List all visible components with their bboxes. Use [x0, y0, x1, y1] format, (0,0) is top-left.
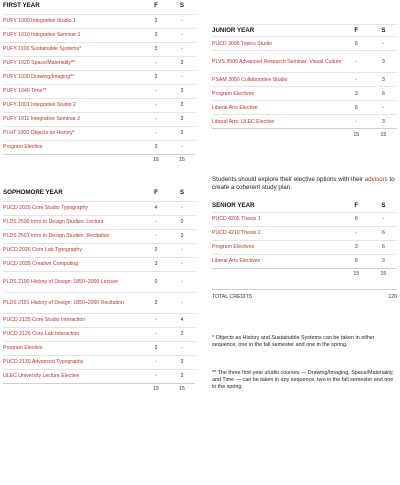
- spring-credits: 3: [370, 254, 397, 268]
- sophomore-year-rows: [3, 201, 195, 383]
- table-row: [3, 369, 195, 383]
- sophomore-year-total-s: 15: [169, 383, 195, 395]
- table-row: [3, 243, 195, 257]
- fall-credits: 6: [343, 37, 370, 51]
- spring-credits: 0: [169, 215, 195, 229]
- junior-year-header: [212, 25, 397, 37]
- spring-credits: 3: [169, 126, 195, 140]
- spring-credits: -: [169, 140, 195, 154]
- spring-credits: -: [169, 70, 195, 84]
- course-link[interactable]: PUCD 2035 Creative Computing: [3, 257, 143, 271]
- fall-credits: 3: [343, 240, 370, 254]
- sophomore-year-col-s: S: [179, 189, 185, 196]
- senior-column: [212, 200, 397, 304]
- junior-year-col-f: F: [343, 25, 370, 37]
- table-row: [3, 112, 195, 126]
- total-credits-value: 120: [362, 290, 397, 304]
- fall-credits: 4: [143, 201, 169, 215]
- junior-year-col-s: S: [370, 25, 397, 37]
- fall-credits: -: [143, 369, 169, 383]
- table-row: [212, 37, 397, 51]
- fall-credits: 3: [343, 87, 370, 101]
- first-year-header: [3, 3, 195, 14]
- spring-credits: 3: [169, 98, 195, 112]
- table-row: [212, 87, 397, 101]
- advisors-link[interactable]: advisors: [364, 176, 388, 183]
- senior-year-total-f: 15: [343, 268, 370, 280]
- fall-credits: -: [143, 215, 169, 229]
- fall-credits: 3: [143, 14, 169, 28]
- fall-credits: 0: [143, 271, 169, 292]
- sophomore-year-header: [3, 190, 195, 201]
- table-row: [212, 226, 397, 240]
- first-year-col-s: S: [179, 2, 185, 9]
- table-row: [3, 126, 195, 140]
- fall-credits: 3: [143, 257, 169, 271]
- senior-year-col-f: F: [354, 201, 359, 209]
- first-year-rows: [3, 14, 195, 154]
- spring-credits: 3: [169, 56, 195, 70]
- senior-year-total-s: 15: [370, 268, 397, 280]
- spring-credits: -: [370, 101, 397, 115]
- course-link[interactable]: Program Electives: [212, 87, 343, 101]
- fall-credits: 6: [343, 254, 370, 268]
- senior-year-total-row: [212, 268, 397, 280]
- table-row: [3, 140, 195, 154]
- table-row: [3, 14, 195, 28]
- junior-year-total-row: [212, 129, 397, 141]
- fall-credits: 3: [143, 140, 169, 154]
- course-link[interactable]: PUFY 1011 Integrative Seminar 2: [3, 112, 143, 126]
- table-row: [3, 215, 195, 229]
- table-row: [212, 73, 397, 87]
- course-link[interactable]: PUCD 2126 Core Lab Interaction: [3, 327, 143, 341]
- spring-credits: 3: [169, 355, 195, 369]
- table-row: [3, 257, 195, 271]
- course-link[interactable]: PLDS 2501 Intro to Design Studies: Recitation: [3, 229, 143, 243]
- table-row: [3, 313, 195, 327]
- table-row: [212, 240, 397, 254]
- total-credits-row: [212, 290, 397, 304]
- fall-credits: -: [143, 112, 169, 126]
- fall-credits: -: [143, 229, 169, 243]
- fall-credits: -: [343, 226, 370, 240]
- sophomore-year-col-f: F: [154, 189, 158, 196]
- course-link[interactable]: PUCD 2026 Core Lab Typography: [3, 243, 143, 257]
- course-link[interactable]: PUCD 2130 Advanced Typography: [3, 355, 143, 369]
- table-row: [3, 56, 195, 70]
- fall-credits: -: [143, 84, 169, 98]
- course-link[interactable]: PUFY 1040 Time**: [3, 84, 143, 98]
- sophomore-year-title: SOPHOMORE YEAR: [3, 189, 63, 196]
- spring-credits: -: [370, 37, 397, 51]
- course-link[interactable]: Program Electives: [212, 240, 343, 254]
- spring-credits: -: [169, 257, 195, 271]
- fall-credits: 6: [343, 212, 370, 226]
- junior-year-title: JUNIOR YEAR: [212, 25, 343, 37]
- table-row: [3, 271, 195, 292]
- course-link[interactable]: PUCD 4205 Thesis 1: [212, 212, 343, 226]
- spring-credits: 3: [370, 51, 397, 73]
- total-credits-table: [212, 289, 397, 304]
- course-link[interactable]: PUFY 1001 Integrative Studio 2: [3, 98, 143, 112]
- total-credits-label: TOTAL CREDITS: [212, 290, 362, 304]
- fall-credits: 3: [143, 70, 169, 84]
- course-link[interactable]: PLDS 2500 Intro to Design Studies: Lecture: [3, 215, 143, 229]
- table-row: [3, 70, 195, 84]
- fall-credits: -: [143, 126, 169, 140]
- junior-year-table: [212, 24, 397, 141]
- table-row: [3, 28, 195, 42]
- table-row: [212, 115, 397, 129]
- first-year-title: FIRST YEAR: [3, 2, 40, 9]
- senior-year-table: [212, 200, 397, 280]
- course-link[interactable]: PLVS 3500 Advanced Research Seminar: Visual Culture: [212, 51, 343, 73]
- spring-credits: 6: [370, 240, 397, 254]
- table-row: [3, 201, 195, 215]
- senior-year-col-s: S: [381, 201, 386, 209]
- spring-credits: 3: [169, 84, 195, 98]
- course-link[interactable]: PUFY 1030 Drawing/Imaging**: [3, 70, 143, 84]
- spring-credits: 3: [370, 73, 397, 87]
- spring-credits: -: [169, 201, 195, 215]
- fall-credits: 3: [143, 28, 169, 42]
- course-link[interactable]: PUFY 1010 Integrative Seminar 1: [3, 28, 143, 42]
- table-row: [212, 212, 397, 226]
- fall-credits: 3: [143, 341, 169, 355]
- table-row: [212, 101, 397, 115]
- course-link[interactable]: PUFY 1020 Space/Materiality**: [3, 56, 143, 70]
- course-link[interactable]: PUCD 2025 Core Studio Typography: [3, 201, 143, 215]
- senior-year-header: [212, 200, 397, 212]
- course-link[interactable]: PUFY 1100 Sustainable Systems*: [3, 42, 143, 56]
- fall-credits: -: [343, 73, 370, 87]
- course-link[interactable]: Program Elective: [3, 341, 143, 355]
- course-link[interactable]: PLDS 2190 History of Design: 1850–2000 Lecture: [3, 271, 143, 292]
- course-link[interactable]: Program Elective: [3, 140, 143, 154]
- course-link[interactable]: PUFY 1000 Integrative Studio 1: [3, 14, 143, 28]
- fall-credits: -: [143, 355, 169, 369]
- table-row: [3, 42, 195, 56]
- first-year-total-f: 15: [143, 154, 169, 166]
- spring-credits: 3: [169, 369, 195, 383]
- footnote-single-asterisk: * Objects as History and Sustainable Systems can be taken in either sequence, one in the fall semester and one in the spring.: [212, 335, 375, 348]
- fall-credits: -: [143, 313, 169, 327]
- spring-credits: -: [169, 243, 195, 257]
- fall-credits: 3: [143, 292, 169, 313]
- spring-credits: 3: [169, 229, 195, 243]
- course-link[interactable]: PUCD 2125 Core Studio Interaction: [3, 313, 143, 327]
- fall-credits: -: [143, 327, 169, 341]
- fall-credits: -: [343, 115, 370, 129]
- first-year-total-s: 15: [169, 154, 195, 166]
- fall-credits: -: [143, 98, 169, 112]
- table-row: [212, 51, 397, 73]
- senior-year-rows: [212, 212, 397, 268]
- course-link[interactable]: PLHT 1000 Objects as History*: [3, 126, 143, 140]
- spring-credits: -: [169, 292, 195, 313]
- sophomore-year-total-row: [3, 383, 195, 395]
- footnote-double-asterisk: ** The three first-year studio courses — Drawing/Imaging, Space/Materiality, and Time — can be taken in any sequence, two in the fall semester and one in the spring.: [212, 370, 394, 390]
- course-link[interactable]: Liberal Arts: ULEC Elective: [212, 115, 343, 129]
- spring-credits: 6: [370, 87, 397, 101]
- spring-credits: 6: [370, 226, 397, 240]
- advisors-note: Students should explore their elective options with their advisors to create a coherent study plan.: [212, 176, 395, 191]
- junior-year-total-f: 15: [343, 129, 370, 141]
- table-row: [3, 292, 195, 313]
- first-year-col-f: F: [154, 2, 158, 9]
- sophomore-year-total-f: 15: [143, 383, 169, 395]
- course-link[interactable]: PSAM 3050 Collaborative Studio: [212, 73, 343, 87]
- table-row: [3, 229, 195, 243]
- course-link[interactable]: Liberal Arts Electives: [212, 254, 343, 268]
- sophomore-year-table: [3, 190, 195, 395]
- right-column: [212, 24, 397, 141]
- table-row: [3, 98, 195, 112]
- course-link[interactable]: Liberal Arts Elective: [212, 101, 343, 115]
- course-link[interactable]: PUCD 4210 Thesis 2: [212, 226, 343, 240]
- table-row: [3, 341, 195, 355]
- first-year-total-row: [3, 154, 195, 166]
- fall-credits: 2: [143, 243, 169, 257]
- fall-credits: -: [343, 51, 370, 73]
- junior-year-total-s: 15: [370, 129, 397, 141]
- spring-credits: 3: [169, 112, 195, 126]
- first-year-table: [3, 3, 195, 166]
- spring-credits: -: [169, 14, 195, 28]
- table-row: [3, 84, 195, 98]
- fall-credits: 6: [343, 101, 370, 115]
- course-link[interactable]: PUCD 3095 Topics Studio: [212, 37, 343, 51]
- table-row: [212, 254, 397, 268]
- spring-credits: -: [370, 212, 397, 226]
- junior-year-rows: [212, 37, 397, 129]
- spring-credits: 3: [370, 115, 397, 129]
- fall-credits: -: [143, 56, 169, 70]
- table-row: [3, 355, 195, 369]
- spring-credits: -: [169, 341, 195, 355]
- course-link[interactable]: ULEC University Lecture Elective: [3, 369, 143, 383]
- spring-credits: -: [169, 271, 195, 292]
- senior-year-title: SENIOR YEAR: [212, 201, 255, 209]
- table-row: [3, 327, 195, 341]
- spring-credits: -: [169, 42, 195, 56]
- spring-credits: -: [169, 28, 195, 42]
- fall-credits: 3: [143, 42, 169, 56]
- course-link[interactable]: PLDS 2191 History of Design: 1850–2000 Recitation: [3, 292, 143, 313]
- spring-credits: 4: [169, 313, 195, 327]
- spring-credits: 2: [169, 327, 195, 341]
- left-column: [3, 0, 195, 395]
